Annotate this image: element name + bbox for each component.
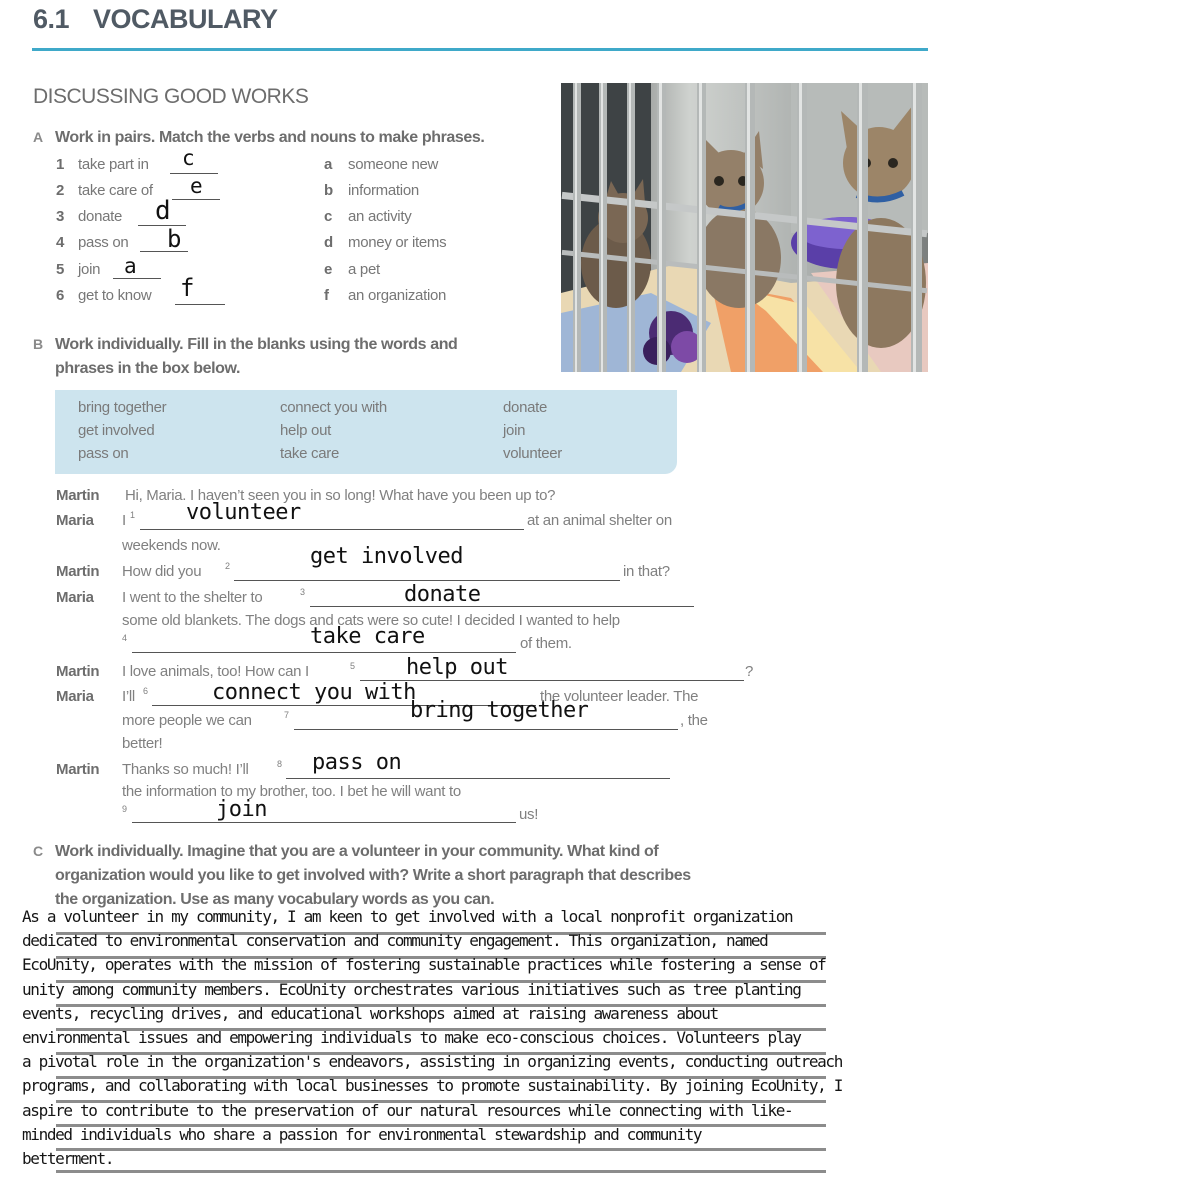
- word-box-item: bring together: [78, 399, 167, 416]
- noun-text: someone new: [348, 156, 439, 173]
- dialogue-line: Hi, Maria. I haven’t seen you in so long! What have you been up to?: [125, 487, 556, 504]
- verb-number: 1: [56, 156, 65, 173]
- verb-text: pass on: [78, 234, 129, 251]
- handwritten-answer: get involved: [310, 544, 463, 569]
- speaker-maria: Maria: [56, 688, 94, 705]
- word-box-item: take care: [280, 445, 339, 462]
- dialogue-text: more people we can: [122, 712, 252, 729]
- verb-text: take care of: [78, 182, 153, 199]
- verb-text: take part in: [78, 156, 149, 173]
- dialogue-text: us!: [519, 806, 539, 823]
- verb-number: 5: [56, 261, 65, 278]
- speaker-maria: Maria: [56, 589, 94, 606]
- speaker-martin: Martin: [56, 761, 100, 778]
- paragraph-line: betterment.: [22, 1149, 114, 1169]
- section-title: VOCABULARY: [93, 4, 278, 34]
- handwritten-answer: join: [216, 797, 267, 822]
- answer-blank[interactable]: [294, 729, 678, 730]
- dialogue-text: of them.: [520, 635, 572, 652]
- dialogue-text: I love animals, too! How can I: [122, 663, 309, 680]
- paragraph-line: programs, and collaborating with local businesses to promote sustainability. By joining EcoUnity, I: [22, 1076, 842, 1096]
- paragraph-line: unity among community members. EcoUnity orchestrates various initiatives such as tree planting: [22, 979, 801, 999]
- dialogue-text: Thanks so much! I’ll: [122, 761, 249, 778]
- noun-letter: c: [324, 208, 333, 225]
- answer-blank[interactable]: [234, 580, 620, 581]
- exercise-c-instruction-line3: the organization. Use as many vocabulary words as you can.: [55, 891, 495, 908]
- word-box-item: join: [503, 422, 526, 439]
- verb-number: 4: [56, 234, 65, 251]
- answer-blank[interactable]: [172, 199, 220, 200]
- answer-blank[interactable]: [140, 529, 524, 530]
- header-rule: [32, 48, 928, 51]
- blank-number: 6: [143, 686, 149, 696]
- handwritten-answer: b: [167, 225, 182, 253]
- handwritten-answer: d: [155, 196, 171, 226]
- paragraph-line: minded individuals who share a passion for environmental stewardship and community: [22, 1124, 702, 1144]
- dialogue-text: I’ll: [122, 688, 135, 705]
- handwritten-paragraph[interactable]: [22, 905, 922, 1171]
- handwritten-answer: a: [124, 254, 137, 278]
- page-subtitle: DISCUSSING GOOD WORKS: [33, 85, 309, 108]
- speaker-martin: Martin: [56, 487, 100, 504]
- answer-blank[interactable]: [132, 652, 516, 653]
- handwritten-answer: connect you with: [212, 680, 416, 705]
- exercise-c-instruction-line2: organization would you like to get involved with? Write a short paragraph that describes: [55, 867, 691, 884]
- word-box-item: get involved: [78, 422, 155, 439]
- word-box-item: help out: [280, 422, 331, 439]
- dialogue-text: some old blankets. The dogs and cats were so cute! I decided I wanted to help: [122, 612, 620, 629]
- noun-text: a pet: [348, 261, 380, 278]
- paragraph-line: As a volunteer in my community, I am keen to get involved with a local nonprofit organization: [22, 907, 793, 926]
- answer-blank[interactable]: [175, 304, 225, 305]
- noun-letter: e: [324, 261, 333, 278]
- exercise-b-instruction-line2: phrases in the box below.: [55, 360, 241, 377]
- answer-blank[interactable]: [360, 680, 744, 681]
- paragraph-line: environmental issues and empowering individuals to make eco-conscious choices. Volunteers play: [22, 1028, 801, 1048]
- dialogue-text: weekends now.: [122, 537, 221, 554]
- exercise-c-letter: C: [33, 843, 44, 859]
- noun-text: money or items: [348, 234, 447, 251]
- answer-blank[interactable]: [310, 606, 694, 607]
- speaker-martin: Martin: [56, 563, 100, 580]
- exercise-a-instruction: Work in pairs. Match the verbs and nouns to make phrases.: [55, 129, 485, 146]
- paragraph-line: events, recycling drives, and educational workshops aimed at raising awareness about: [22, 1003, 718, 1023]
- paragraph-line: aspire to contribute to the preservation of our natural resources while connecting with like-: [22, 1100, 793, 1120]
- blank-number: 7: [284, 710, 290, 720]
- speaker-martin: Martin: [56, 663, 100, 680]
- handwritten-answer: e: [190, 174, 203, 198]
- dialogue-text: I went to the shelter to: [122, 589, 263, 606]
- speaker-maria: Maria: [56, 512, 94, 529]
- dialogue-text: at an animal shelter on: [527, 512, 672, 529]
- dialogue-text: How did you: [122, 563, 202, 580]
- noun-letter: a: [324, 156, 333, 173]
- handwritten-answer: take care: [310, 624, 425, 649]
- blank-number: 5: [350, 661, 356, 671]
- dialogue-text: , the: [680, 712, 708, 729]
- blank-number: 4: [122, 633, 128, 643]
- answer-blank[interactable]: [113, 278, 161, 279]
- answer-blank[interactable]: [132, 822, 516, 823]
- verb-number: 6: [56, 287, 65, 304]
- blank-number: 9: [122, 804, 128, 814]
- handwritten-answer: c: [182, 146, 195, 170]
- exercise-b-letter: B: [33, 336, 44, 352]
- verb-number: 3: [56, 208, 65, 225]
- word-box-item: pass on: [78, 445, 129, 462]
- noun-text: an activity: [348, 208, 412, 225]
- dialogue-text: the volunteer leader. The: [540, 688, 699, 705]
- paragraph-line: dedicated to environmental conservation and community engagement. This organization, named: [22, 931, 768, 951]
- dialogue-text: ?: [745, 663, 754, 680]
- paragraph-line: a pivotal role in the organization's endeavors, assisting in organizing events, conducting outreach: [22, 1052, 842, 1072]
- handwritten-answer: pass on: [312, 750, 402, 775]
- verb-text: get to know: [78, 287, 152, 304]
- handwritten-answer: donate: [404, 582, 481, 607]
- word-box-item: connect you with: [280, 399, 387, 416]
- dialogue-text: better!: [122, 735, 163, 752]
- handwritten-answer: bring together: [410, 698, 589, 723]
- noun-text: an organization: [348, 287, 447, 304]
- exercise-c-instruction-line1: Work individually. Imagine that you are a volunteer in your community. What kind of: [55, 843, 659, 860]
- exercise-b-instruction-line1: Work individually. Fill in the blanks using the words and: [55, 336, 458, 353]
- dialogue-text: I: [122, 512, 126, 529]
- blank-number: 3: [300, 587, 306, 597]
- blank-number: 8: [277, 759, 283, 769]
- verb-text: donate: [78, 208, 123, 225]
- dialogue-text: the information to my brother, too. I bet he will want to: [122, 783, 461, 800]
- answer-blank[interactable]: [286, 778, 670, 779]
- blank-number: 2: [225, 561, 231, 571]
- noun-letter: d: [324, 234, 334, 251]
- noun-text: information: [348, 182, 419, 199]
- exercise-a-letter: A: [33, 129, 44, 145]
- dialogue-text: in that?: [623, 563, 670, 580]
- verb-number: 2: [56, 182, 65, 199]
- word-box-item: donate: [503, 399, 548, 416]
- section-number: 6.1: [33, 4, 70, 34]
- word-box-item: volunteer: [503, 445, 563, 462]
- handwritten-answer: volunteer: [186, 500, 301, 525]
- noun-letter: f: [324, 287, 329, 304]
- word-box: [55, 390, 677, 474]
- noun-letter: b: [324, 182, 334, 199]
- paragraph-line: EcoUnity, operates with the mission of fostering sustainable practices while fostering a sense of: [22, 955, 826, 975]
- verb-text: join: [78, 261, 101, 278]
- blank-number: 1: [130, 510, 136, 520]
- handwritten-answer: help out: [406, 655, 508, 680]
- kittens-in-cage-photo: [561, 83, 928, 372]
- handwritten-answer: f: [180, 274, 195, 302]
